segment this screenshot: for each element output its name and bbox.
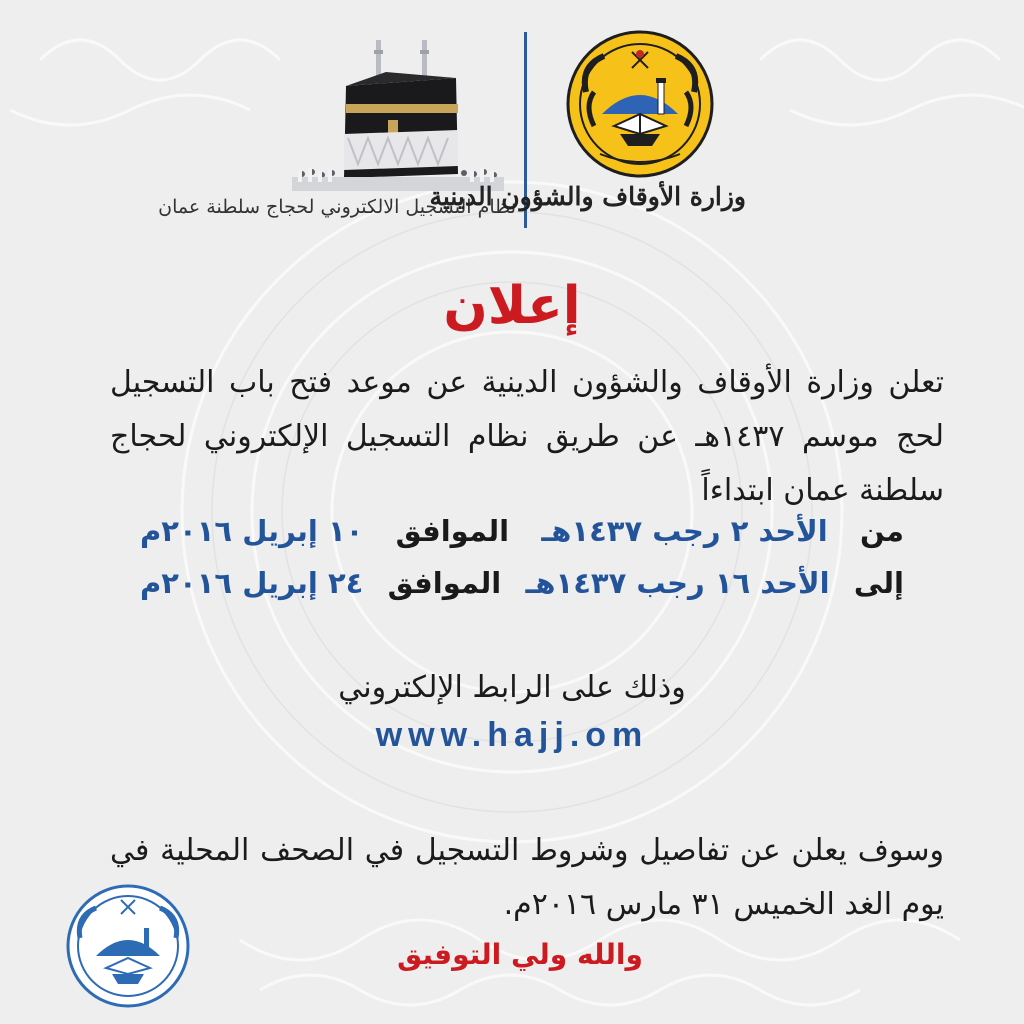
to-date-line (140, 566, 904, 600)
link-intro: وذلك على الرابط الإلكتروني (338, 670, 686, 705)
announcement-title: إعلان (443, 276, 581, 336)
header (0, 0, 1024, 260)
details-note: وسوف يعلن عن تفاصيل وشروط التسجيل في الصحف المحلية في يوم الغد الخميس ٣١ مارس ٢٠١٦م. (110, 833, 944, 922)
to-gregorian-date: ٢٤ إبريل ٢٠١٦م (140, 566, 364, 600)
from-equivalent-label: الموافق (395, 514, 510, 548)
ministry-caption: وزارة الأوقاف والشؤون الدينية (429, 182, 746, 211)
to-equivalent-label: الموافق (387, 566, 502, 600)
ministry-emblem (566, 30, 714, 178)
kaaba-illustration (288, 34, 508, 194)
hajj-system-caption: نظام التسجيل الالكتروني لحجاج سلطنة عمان (158, 196, 516, 218)
from-date-line (140, 514, 904, 548)
from-gregorian-date: ١٠ إبريل ٢٠١٦م (140, 514, 364, 548)
from-hijri-date: الأحد ٢ رجب ١٤٣٧هـ (541, 514, 828, 548)
announcement-intro: تعلن وزارة الأوقاف والشؤون الدينية عن موعد فتح باب التسجيل لحج موسم ١٤٣٧هـ عن طريق نظام التسجيل الإلكتروني لحجاج سلطنة عمان ابتداءاً (110, 365, 944, 508)
to-hijri-date: الأحد ١٦ رجب ١٤٣٧هـ (525, 566, 830, 600)
from-label: من (859, 514, 904, 548)
hajj-website-link[interactable]: www.hajj.om (375, 716, 649, 754)
to-label: إلى (853, 566, 904, 600)
closing-phrase: والله ولي التوفيق (397, 938, 643, 971)
ministry-seal-logo (64, 882, 192, 1010)
